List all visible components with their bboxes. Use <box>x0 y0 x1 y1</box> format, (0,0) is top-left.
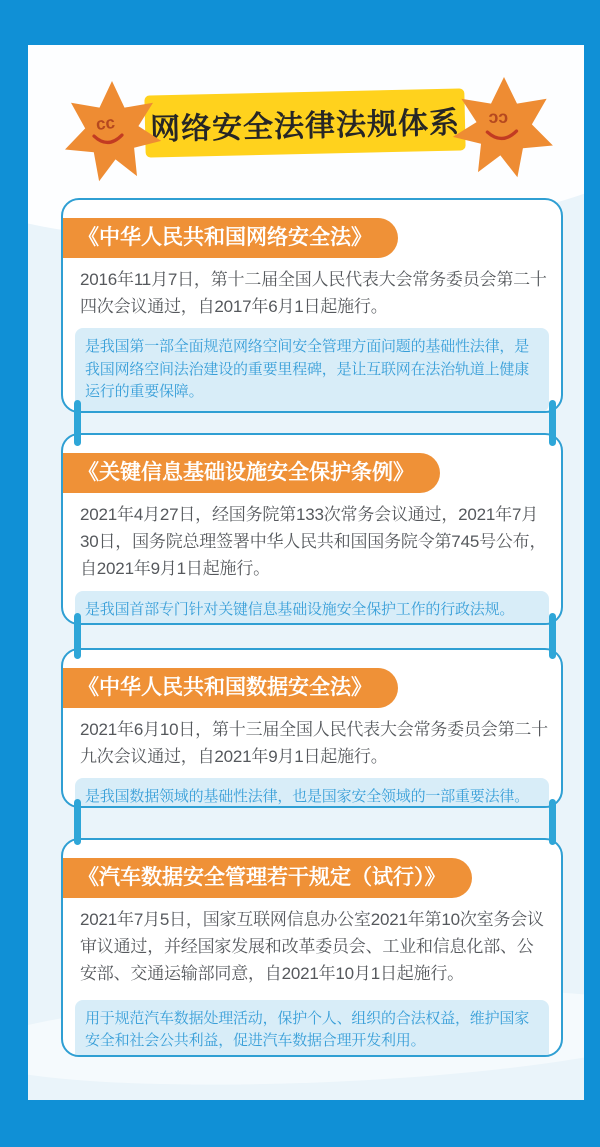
law-card-auto-data-rules <box>61 838 563 1057</box>
svg-text:cc: cc <box>94 111 116 134</box>
law-title-pill: 《中华人民共和国网络安全法》 <box>61 218 398 258</box>
law-title-pill: 《汽车数据安全管理若干规定（试行）》 <box>61 858 472 898</box>
law-enactment-detail: 2016年11月7日，第十二届全国人民代表大会常务委员会第二十四次会议通过，自2017年6月1日起施行。 <box>80 270 547 317</box>
law-enactment-detail: 2021年4月27日，经国务院第133次常务会议通过，2021年7月30日，国务院总理签署中华人民共和国国务院令第745号公布，自2021年9月1日起施行。 <box>80 505 547 579</box>
svg-text:cc: cc <box>488 109 509 130</box>
law-card-cybersecurity-law <box>61 198 563 413</box>
law-significance-note: 是我国第一部全面规范网络空间安全管理方面问题的基础性法律，是我国网络空间法治建设的重要里程碑，是让互联网在法治轨道上健康运行的重要保障。 <box>75 328 549 412</box>
law-title-pill: 《关键信息基础设施安全保护条例》 <box>61 453 440 493</box>
law-card-data-security-law <box>61 648 563 808</box>
connector-bar <box>549 613 556 659</box>
law-title-pill: 《中华人民共和国数据安全法》 <box>61 668 398 708</box>
connector-bar <box>549 400 556 446</box>
law-significance-note: 是我国首部专门针对关键信息基础设施安全保护工作的行政法规。 <box>75 591 549 625</box>
connector-bar <box>74 613 81 659</box>
law-significance-note: 是我国数据领域的基础性法律，也是国家安全领域的一部重要法律。 <box>75 778 549 808</box>
connector-bar <box>74 799 81 845</box>
connector-bar <box>549 799 556 845</box>
content-panel <box>28 45 584 1100</box>
law-significance-note: 用于规范汽车数据处理活动，保护个人、组织的合法权益，维护国家安全和社会公共利益，促进汽车数据合理开发利用。 <box>75 1000 549 1057</box>
star-smiley-right-icon <box>452 77 556 179</box>
star-smiley-left-icon <box>62 81 162 183</box>
page-title: 网络安全法律法规体系 <box>149 106 461 147</box>
law-card-cii-regulation <box>61 433 563 625</box>
law-enactment-detail: 2021年6月10日，第十三届全国人民代表大会常务委员会第二十九次会议通过，自2021年9月1日起施行。 <box>80 720 548 767</box>
connector-bar <box>74 400 81 446</box>
header-banner <box>144 88 465 157</box>
header <box>28 45 584 195</box>
law-enactment-detail: 2021年7月5日，国家互联网信息办公室2021年第10次室务会议审议通过，并经国家发展和改革委员会、工业和信息化部、公安部、交通运输部同意，自2021年10月1日起施行。 <box>80 910 544 984</box>
